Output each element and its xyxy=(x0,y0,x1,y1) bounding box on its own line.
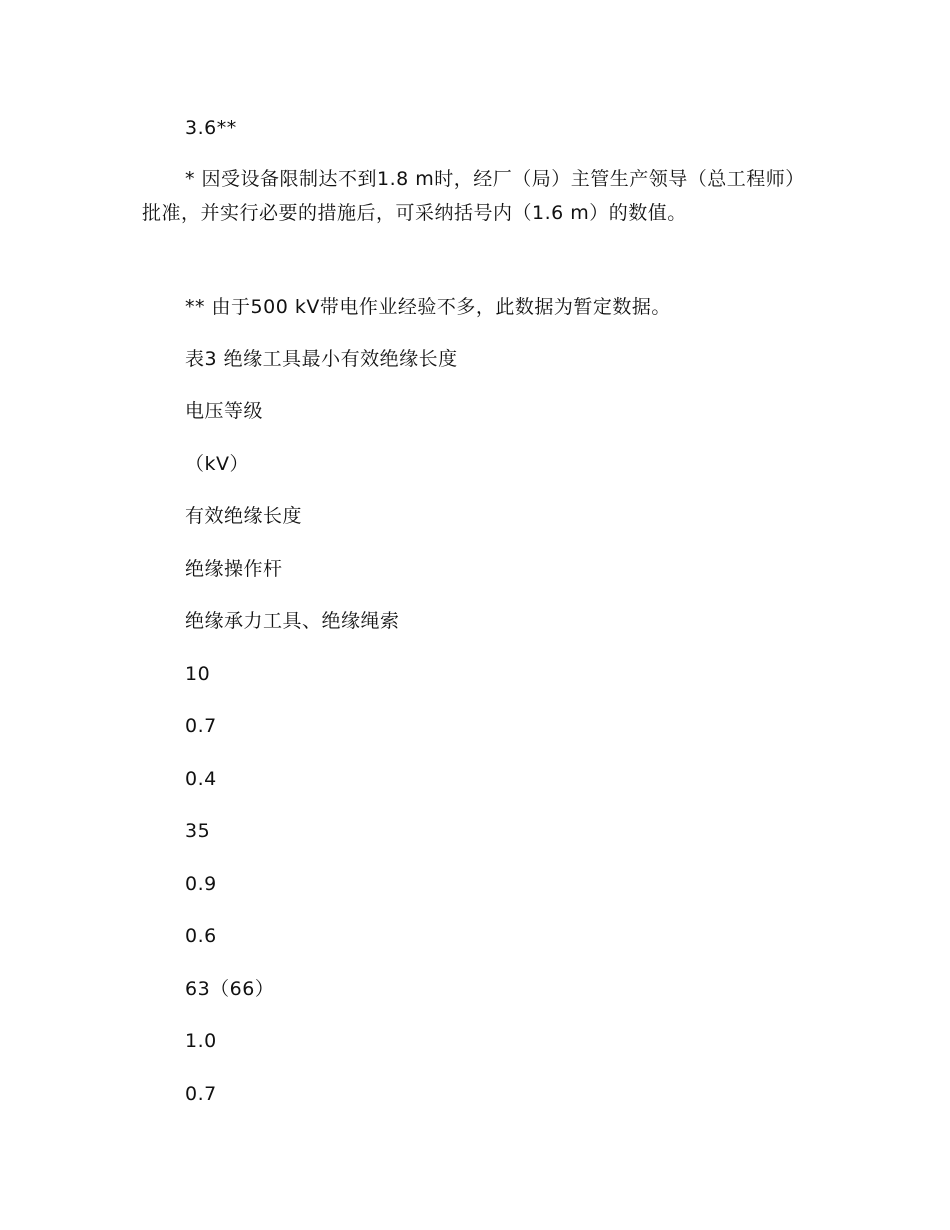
table-cell: 10 xyxy=(185,663,211,685)
table-header-voltage-level: 电压等级 xyxy=(185,400,264,422)
table-header-unit: （kV） xyxy=(185,453,250,475)
table-cell: 0.6 xyxy=(185,925,217,947)
table-cell: 0.9 xyxy=(185,873,217,895)
table-cell: 0.7 xyxy=(185,715,217,737)
footnote-single-star: * 因受设备限制达不到1.8 m时，经厂（局）主管生产领导（总工程师）批准，并实行必要的措施后，可采纳括号内（1.6 m）的数值。 xyxy=(142,168,796,224)
table-value-line: 3.6** xyxy=(185,117,237,139)
table-cell: 0.7 xyxy=(185,1083,217,1105)
table-header-operating-rod: 绝缘操作杆 xyxy=(185,558,283,580)
table-cell: 1.0 xyxy=(185,1030,217,1052)
footnote-double-star: ** 由于500 kV带电作业经验不多，此数据为暂定数据。 xyxy=(185,296,671,318)
table-cell: 0.4 xyxy=(185,768,217,790)
table-header-effective-length: 有效绝缘长度 xyxy=(185,505,303,527)
table-cell: 35 xyxy=(185,820,211,842)
table-header-load-tools-ropes: 绝缘承力工具、绝缘绳索 xyxy=(185,610,400,632)
table-caption: 表3 绝缘工具最小有效绝缘长度 xyxy=(185,348,458,370)
table-cell: 63（66） xyxy=(185,978,275,1000)
